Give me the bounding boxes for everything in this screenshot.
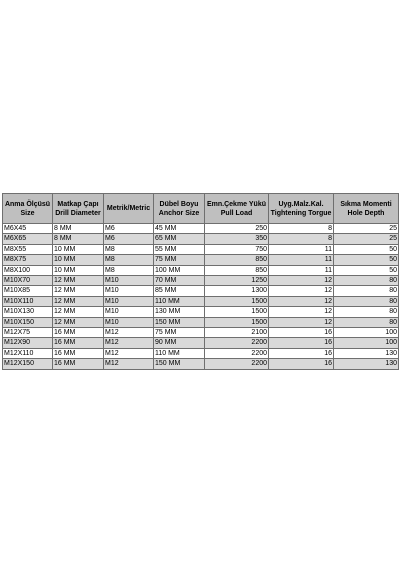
cell-drill-diameter: 12 MM xyxy=(53,286,104,296)
cell-metric: M8 xyxy=(104,255,154,265)
header-anchor-size xyxy=(154,194,205,224)
cell-metric: M10 xyxy=(104,276,154,286)
cell-hole-depth: 80 xyxy=(334,276,399,286)
table-row xyxy=(3,265,399,275)
cell-pull-load: 850 xyxy=(205,265,269,275)
header-row xyxy=(3,194,399,224)
cell-size: M10X110 xyxy=(3,296,53,306)
table-row xyxy=(3,359,399,369)
cell-drill-diameter: 8 MM xyxy=(53,234,104,244)
cell-anchor-size: 45 MM xyxy=(154,224,205,234)
table-row xyxy=(3,317,399,327)
header-size xyxy=(3,194,53,224)
cell-size: M12X150 xyxy=(3,359,53,369)
cell-hole-depth: 80 xyxy=(334,317,399,327)
header-pull-load xyxy=(205,194,269,224)
cell-tightening-torque: 11 xyxy=(269,255,334,265)
cell-metric: M12 xyxy=(104,328,154,338)
cell-pull-load: 2200 xyxy=(205,359,269,369)
cell-drill-diameter: 16 MM xyxy=(53,348,104,358)
cell-drill-diameter: 12 MM xyxy=(53,296,104,306)
cell-pull-load: 1300 xyxy=(205,286,269,296)
table-row xyxy=(3,255,399,265)
cell-tightening-torque: 12 xyxy=(269,276,334,286)
table-row xyxy=(3,234,399,244)
header-sublabel: Anchor Size xyxy=(158,209,200,217)
header-sublabel: Drill Diameter xyxy=(55,209,101,217)
header-label: Dübel Boyu xyxy=(159,200,199,208)
cell-size: M6X65 xyxy=(3,234,53,244)
cell-size: M8X100 xyxy=(3,265,53,275)
cell-pull-load: 1500 xyxy=(205,307,269,317)
cell-anchor-size: 100 MM xyxy=(154,265,205,275)
cell-anchor-size: 85 MM xyxy=(154,286,205,296)
cell-hole-depth: 50 xyxy=(334,265,399,275)
cell-pull-load: 2200 xyxy=(205,338,269,348)
cell-tightening-torque: 12 xyxy=(269,307,334,317)
cell-hole-depth: 100 xyxy=(334,328,399,338)
cell-size: M12X90 xyxy=(3,338,53,348)
cell-size: M8X55 xyxy=(3,244,53,254)
cell-tightening-torque: 16 xyxy=(269,328,334,338)
header-label: Emn.Çekme Yükü xyxy=(206,200,266,208)
cell-tightening-torque: 8 xyxy=(269,224,334,234)
cell-size: M10X130 xyxy=(3,307,53,317)
table-row xyxy=(3,244,399,254)
table-row xyxy=(3,276,399,286)
cell-pull-load: 350 xyxy=(205,234,269,244)
cell-metric: M8 xyxy=(104,265,154,275)
header-drill-diameter xyxy=(53,194,104,224)
cell-hole-depth: 50 xyxy=(334,255,399,265)
anchor-spec-sheet xyxy=(2,193,398,370)
table-header xyxy=(3,194,399,224)
cell-size: M6X45 xyxy=(3,224,53,234)
table-row xyxy=(3,338,399,348)
cell-size: M10X70 xyxy=(3,276,53,286)
cell-pull-load: 1250 xyxy=(205,276,269,286)
cell-hole-depth: 80 xyxy=(334,296,399,306)
cell-size: M8X75 xyxy=(3,255,53,265)
table-row xyxy=(3,348,399,358)
cell-pull-load: 2200 xyxy=(205,348,269,358)
cell-size: M12X75 xyxy=(3,328,53,338)
cell-metric: M12 xyxy=(104,359,154,369)
header-metric xyxy=(104,194,154,224)
cell-hole-depth: 80 xyxy=(334,307,399,317)
cell-tightening-torque: 16 xyxy=(269,348,334,358)
table-row xyxy=(3,296,399,306)
cell-tightening-torque: 12 xyxy=(269,296,334,306)
cell-tightening-torque: 12 xyxy=(269,317,334,327)
table-row xyxy=(3,224,399,234)
cell-metric: M12 xyxy=(104,348,154,358)
cell-tightening-torque: 11 xyxy=(269,265,334,275)
header-label: Metrik/Metric xyxy=(106,205,151,212)
cell-anchor-size: 150 MM xyxy=(154,359,205,369)
cell-anchor-size: 90 MM xyxy=(154,338,205,348)
cell-tightening-torque: 11 xyxy=(269,244,334,254)
cell-size: M12X110 xyxy=(3,348,53,358)
cell-metric: M12 xyxy=(104,338,154,348)
cell-anchor-size: 130 MM xyxy=(154,307,205,317)
table-row xyxy=(3,328,399,338)
cell-drill-diameter: 12 MM xyxy=(53,307,104,317)
cell-size: M10X85 xyxy=(3,286,53,296)
cell-drill-diameter: 12 MM xyxy=(53,276,104,286)
cell-anchor-size: 75 MM xyxy=(154,328,205,338)
cell-drill-diameter: 16 MM xyxy=(53,338,104,348)
cell-drill-diameter: 12 MM xyxy=(53,317,104,327)
cell-tightening-torque: 12 xyxy=(269,286,334,296)
cell-metric: M6 xyxy=(104,234,154,244)
cell-anchor-size: 70 MM xyxy=(154,276,205,286)
cell-tightening-torque: 8 xyxy=(269,234,334,244)
cell-metric: M10 xyxy=(104,286,154,296)
table-body xyxy=(3,224,399,370)
cell-anchor-size: 75 MM xyxy=(154,255,205,265)
cell-metric: M6 xyxy=(104,224,154,234)
header-sublabel: Size xyxy=(20,209,35,217)
cell-tightening-torque: 16 xyxy=(269,359,334,369)
cell-pull-load: 2100 xyxy=(205,328,269,338)
header-label: Sıkma Momenti xyxy=(340,200,392,208)
header-label: Matkap Çapı xyxy=(57,200,99,208)
cell-metric: M8 xyxy=(104,244,154,254)
cell-drill-diameter: 10 MM xyxy=(53,244,104,254)
cell-drill-diameter: 10 MM xyxy=(53,265,104,275)
cell-anchor-size: 150 MM xyxy=(154,317,205,327)
cell-metric: M10 xyxy=(104,307,154,317)
header-sublabel: Tightening Torgue xyxy=(270,209,332,217)
cell-pull-load: 850 xyxy=(205,255,269,265)
cell-drill-diameter: 8 MM xyxy=(53,224,104,234)
header-label: Uyg.Malz.Kal. xyxy=(278,200,324,208)
cell-pull-load: 1500 xyxy=(205,296,269,306)
header-label: Anma Ölçüsü xyxy=(4,200,51,208)
cell-size: M10X150 xyxy=(3,317,53,327)
header-hole-depth xyxy=(334,194,399,224)
anchor-spec-table xyxy=(2,193,399,370)
header-tightening-torque xyxy=(269,194,334,224)
cell-hole-depth: 130 xyxy=(334,348,399,358)
table-row xyxy=(3,286,399,296)
header-sublabel: Hole Depth xyxy=(347,209,385,217)
cell-hole-depth: 50 xyxy=(334,244,399,254)
cell-hole-depth: 100 xyxy=(334,338,399,348)
cell-drill-diameter: 16 MM xyxy=(53,328,104,338)
cell-pull-load: 750 xyxy=(205,244,269,254)
cell-pull-load: 250 xyxy=(205,224,269,234)
table-row xyxy=(3,307,399,317)
cell-metric: M10 xyxy=(104,317,154,327)
header-sublabel: Pull Load xyxy=(220,209,253,217)
cell-pull-load: 1500 xyxy=(205,317,269,327)
cell-drill-diameter: 10 MM xyxy=(53,255,104,265)
cell-hole-depth: 25 xyxy=(334,234,399,244)
cell-tightening-torque: 16 xyxy=(269,338,334,348)
cell-hole-depth: 25 xyxy=(334,224,399,234)
cell-anchor-size: 110 MM xyxy=(154,348,205,358)
cell-anchor-size: 110 MM xyxy=(154,296,205,306)
cell-hole-depth: 130 xyxy=(334,359,399,369)
cell-anchor-size: 55 MM xyxy=(154,244,205,254)
cell-anchor-size: 65 MM xyxy=(154,234,205,244)
cell-metric: M10 xyxy=(104,296,154,306)
cell-hole-depth: 80 xyxy=(334,286,399,296)
cell-drill-diameter: 16 MM xyxy=(53,359,104,369)
